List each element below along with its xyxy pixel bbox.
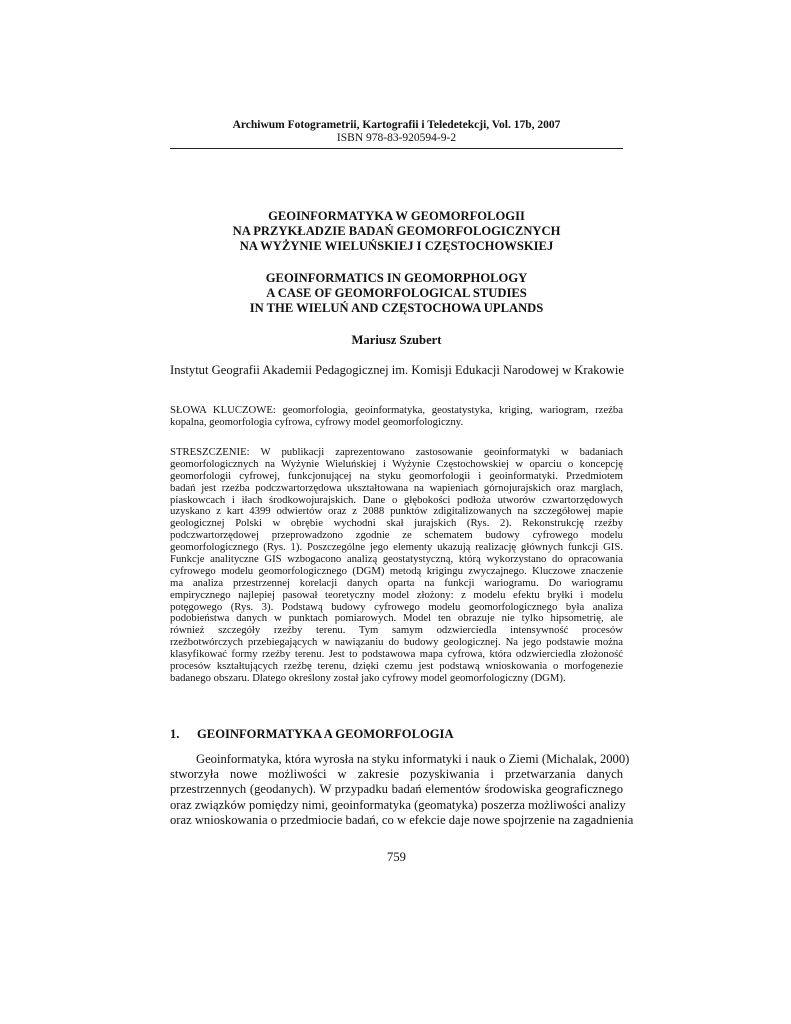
abstract-line: potęgowego (Rys. 3). Podstawą budowy cyfrowego modelu geomorfologicznego była analiza (170, 600, 623, 613)
abstract-line: geomorfologii cyfrowej, funkcjonującej na styku geomorfologii i geoinformatyki. Przedmiotem (170, 469, 623, 482)
header-rule (170, 148, 623, 149)
abstract-line: podczwartorzędowej przeprowadzono zgodnie ze schematem budowy cyfrowego modelu (170, 529, 623, 542)
abstract-line: również szczegóły rzeźby terenu. Tym samym odzwierciedla intensywność procesów (170, 624, 623, 637)
title-english-line: GEOINFORMATICS IN GEOMORPHOLOGY (265, 271, 528, 285)
abstract-line: uzyskano z kart 4399 odwiertów oraz z 2088 punktów zdigitalizowanych na szczegółowej mapie (170, 505, 623, 518)
title-polish-line: GEOINFORMATYKA W GEOMORFOLOGII (268, 209, 525, 223)
abstract-line: cyfrowego modelu geomorfologicznego (DGM) metodą krigingu zwyczajnego. Kluczowe znaczenie (170, 564, 623, 577)
title-english-line: A CASE OF GEOMORFOLOGICAL STUDIES (266, 286, 527, 301)
author-affiliation: Instytut Geografii Akademii Pedagogicznej im. Komisji Edukacji Narodowej w Krakowie (170, 363, 624, 377)
title-polish-line: NA WYŻYNIE WIELUŃSKIEJ I CZĘSTOCHOWSKIEJ (239, 239, 554, 254)
abstract-line: badań jest rzeźba podczwartorzędowa ukształtowana na wapieniach górnojurajskich oraz marglach, (170, 481, 623, 494)
keywords-line: SŁOWA KLUCZOWE: geomorfologia, geoinformatyka, geostatystyka, kriging, wariogram, rzeźba (170, 404, 623, 416)
abstract-line: geomorfologicznych na Wyżynie Wieluńskiej i Wyżynie Częstochowskiej w oparciu o koncepcję (170, 457, 623, 470)
keywords-line: kopalna, geomorfologia cyfrowa, cyfrowy model geomorfologiczny. (170, 415, 464, 428)
body-line: oraz związków pomiędzy nimi, geoinformatyka (geomatyka) poszerza możliwości analizy (170, 797, 626, 812)
title-english-line: IN THE WIELUŃ AND CZĘSTOCHOWA UPLANDS (249, 301, 544, 316)
abstract (170, 447, 623, 685)
abstract-line: ma analiza przestrzennej korelacji danych oparta na funkcji wariogramu. Do wariogramu (170, 576, 623, 589)
keywords (170, 405, 623, 429)
abstract-line: badanego obszaru. Dlatego określony został jako cyfrowy model geomorfologiczny (DGM). (170, 671, 566, 684)
abstract-line: rzeźbotwórczych przebiegających w nawiązaniu do budowy geologicznej. Na jego podstawie można (170, 636, 623, 649)
section-heading (170, 727, 623, 742)
abstract-line: STRESZCZENIE: W publikacji zaprezentowano zastosowanie geoinformatyki w badaniach (170, 446, 623, 458)
abstract-line: klasyfikować formy rzeźby terenu. Jest to podstawowa mapa cyfrowa, która odzwierciedla złożoność (170, 648, 623, 661)
body-line: Geoinformatyka, która wyrosła na styku informatyki i nauk o Ziemi (Michalak, 2000) (196, 752, 630, 766)
abstract-line: Funkcje analityczne GIS wzbogacono analizą geostatystyczną, którą wykorzystano do opracowania (170, 553, 623, 566)
abstract-line: empirycznego najlepiej pasował teoretyczny model złożony: z modelu efektu bryłki i modelu (170, 588, 623, 601)
body-text (170, 752, 634, 828)
page-number: 759 (387, 850, 406, 864)
author-name: Mariusz Szubert (351, 333, 442, 347)
isbn-line: ISBN 978-83-920594-9-2 (336, 132, 457, 144)
abstract-line: procesów kształtujących rzeźbę terenu, dzięki czemu jest podstawą wnioskowania o morfogenezie (170, 660, 623, 673)
abstract-line: podobieństwa danych w punktach pomiarowych. Model ten obrazuje nie tylko hipsometrię, ale (170, 612, 623, 625)
body-line: stworzyła nowe możliwości w zakresie pozyskiwania i przetwarzania danych (170, 767, 623, 782)
abstract-line: geomorfologicznego (Rys. 1). Poszczególne jego elementy ukazują realizację głównych funkcji GIS. (170, 541, 623, 554)
body-line: oraz wnioskowania o przedmiocie badań, co w efekcie daje nowe spojrzenie na zagadnienia (170, 812, 634, 827)
body-line: przestrzennych (geodanych). W przypadku badań elementów środowiska geograficznego (170, 782, 623, 797)
title-english (170, 271, 623, 317)
title-polish (170, 209, 623, 255)
section-title: GEOINFORMATYKA A GEOMORFOLOGIA (197, 727, 454, 741)
section-number: 1. (170, 727, 180, 741)
abstract-line: geologicznej Polski w obrębie wychodni skał jurajskich (Rys. 2). Rekonstrukcję rzeźby (170, 517, 623, 530)
title-polish-line: NA PRZYKŁADZIE BADAŃ GEOMORFOLOGICZNYCH (232, 224, 561, 239)
abstract-line: piaskowcach i iłach środkowojurajskich. Dane o głębokości podłoża utworów czwartorzędowych (170, 493, 623, 506)
journal-header: Archiwum Fotogrametrii, Kartografii i Teledetekcji, Vol. 17b, 2007 (232, 119, 561, 131)
